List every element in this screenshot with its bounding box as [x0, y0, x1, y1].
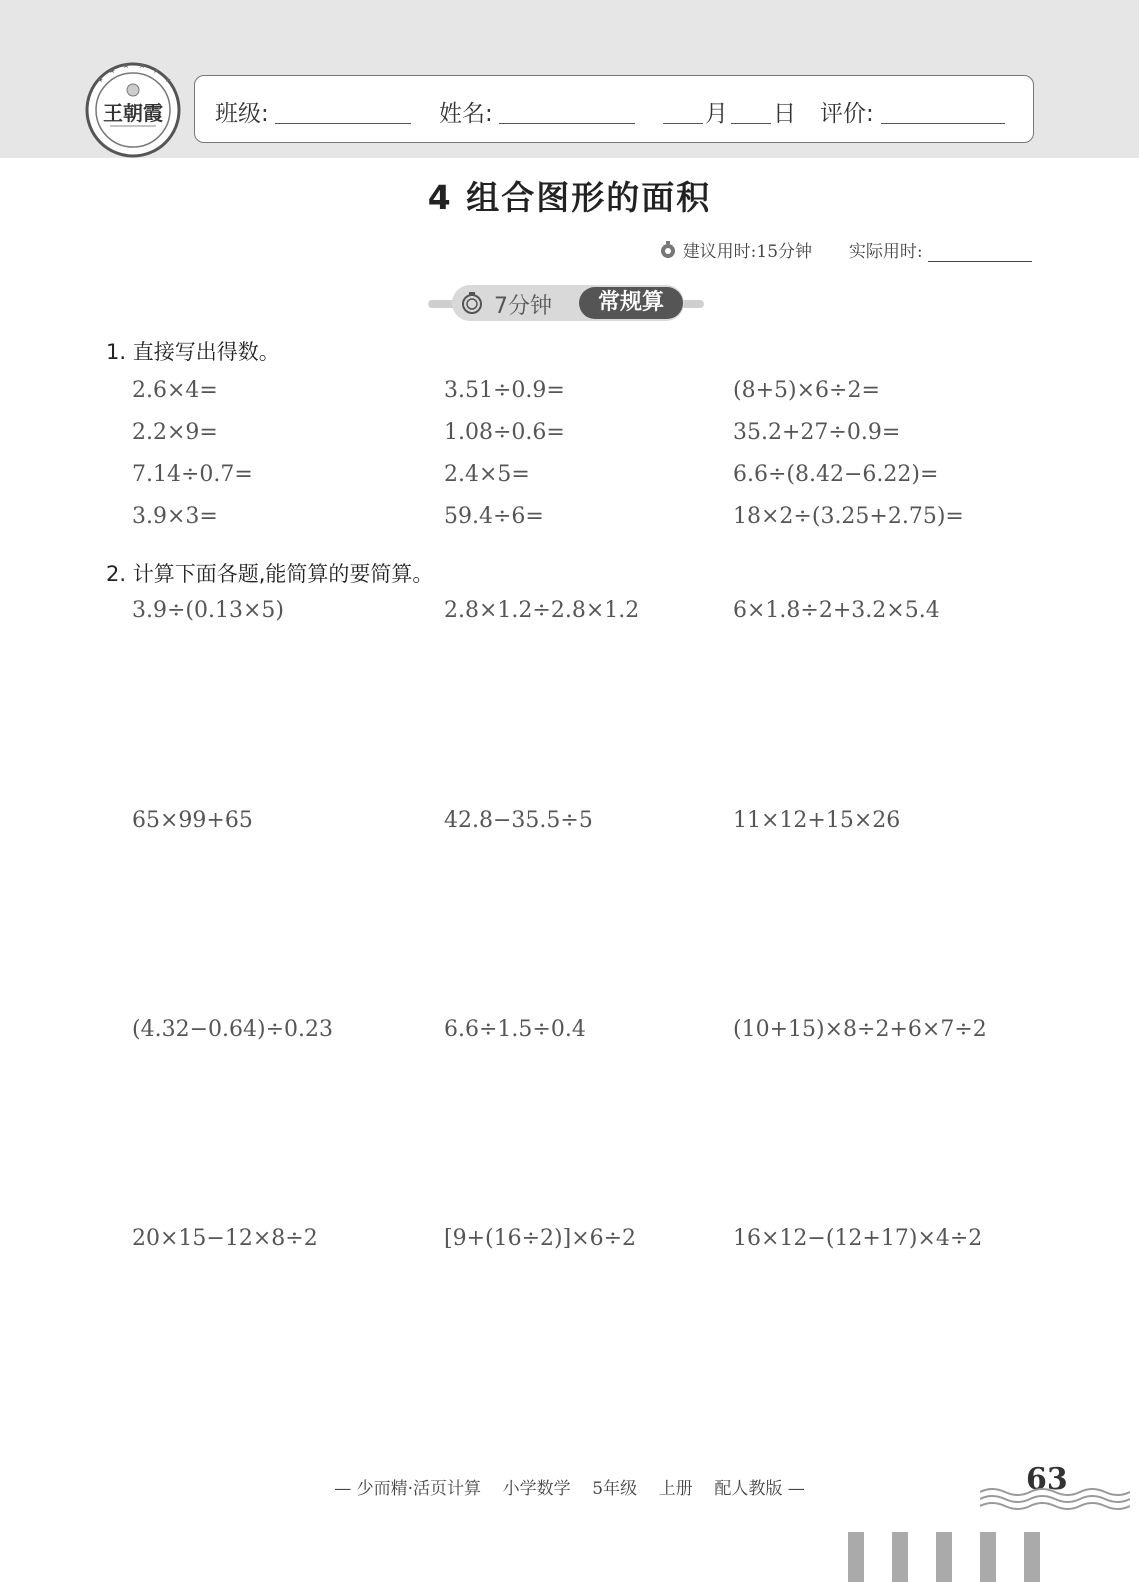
- bar-decoration: [848, 1532, 1048, 1582]
- name-field[interactable]: [499, 123, 635, 124]
- q2-problem: 20×15−12×8÷2: [132, 1226, 318, 1251]
- banner-tag: 常规算: [579, 287, 683, 319]
- name-label: 姓名:: [439, 101, 493, 127]
- day-field[interactable]: [731, 123, 771, 124]
- q1-expression: 2.6×4=: [132, 378, 218, 403]
- q1-expression: 2.2×9=: [132, 420, 218, 445]
- q1-expression: 6.6÷(8.42−6.22)=: [733, 462, 939, 487]
- q1-expression: 3.51÷0.9=: [444, 378, 565, 403]
- q2-problem: 2.8×1.2÷2.8×1.2: [444, 598, 640, 623]
- rating-label: 评价:: [820, 101, 874, 127]
- page-number: 63: [1026, 1462, 1068, 1497]
- question-2-heading: 2. 计算下面各题,能简算的要简算。: [106, 562, 434, 586]
- q2-problem: 6×1.8÷2+3.2×5.4: [733, 598, 940, 623]
- q1-expression: 3.9×3=: [132, 504, 218, 529]
- day-label: 日: [773, 101, 796, 127]
- q2-problem: 3.9÷(0.13×5): [132, 598, 285, 623]
- month-field[interactable]: [663, 123, 703, 124]
- actual-time-field[interactable]: [928, 243, 1032, 262]
- q2-problem: 42.8−35.5÷5: [444, 808, 593, 833]
- page-title: 4 组合图形的面积: [427, 178, 712, 217]
- logo-text: 王朝霞: [103, 101, 163, 125]
- class-field[interactable]: [275, 123, 411, 124]
- q1-expression: 7.14÷0.7=: [132, 462, 253, 487]
- q2-problem: [9+(16÷2)]×6÷2: [444, 1226, 637, 1251]
- time-icon: [659, 241, 677, 259]
- question-1-heading: 1. 直接写出得数。: [106, 340, 280, 364]
- wave-decoration: [980, 1484, 1130, 1516]
- class-label: 班级:: [215, 101, 269, 127]
- q2-problem: 65×99+65: [132, 808, 253, 833]
- q2-problem: (10+15)×8÷2+6×7÷2: [733, 1017, 987, 1042]
- student-info-box: [194, 75, 1034, 143]
- q1-expression: (8+5)×6÷2=: [733, 378, 880, 403]
- stopwatch-icon: [460, 291, 484, 315]
- section-banner: [452, 285, 684, 321]
- month-label: 月: [705, 101, 728, 127]
- q2-problem: 11×12+15×26: [733, 808, 901, 833]
- time-info: [659, 237, 1032, 262]
- q2-problem: (4.32−0.64)÷0.23: [132, 1017, 333, 1042]
- q2-problem: 16×12−(12+17)×4÷2: [733, 1226, 983, 1251]
- q1-expression: 35.2+27÷0.9=: [733, 420, 901, 445]
- actual-time-label: 实际用时:: [848, 242, 923, 262]
- rating-field[interactable]: [881, 123, 1005, 124]
- q1-expression: 59.4÷6=: [444, 504, 544, 529]
- q1-expression: 1.08÷0.6=: [444, 420, 565, 445]
- suggested-time: 建议用时:15分钟: [682, 242, 813, 262]
- page-footer: — 少而精·活页计算 小学数学 5年级 上册 配人教版 —: [334, 1479, 805, 1499]
- q1-expression: 18×2÷(3.25+2.75)=: [733, 504, 964, 529]
- q1-expression: 2.4×5=: [444, 462, 530, 487]
- publisher-logo: [84, 60, 182, 158]
- banner-minutes: 7分钟: [494, 294, 552, 319]
- q2-problem: 6.6÷1.5÷0.4: [444, 1017, 586, 1042]
